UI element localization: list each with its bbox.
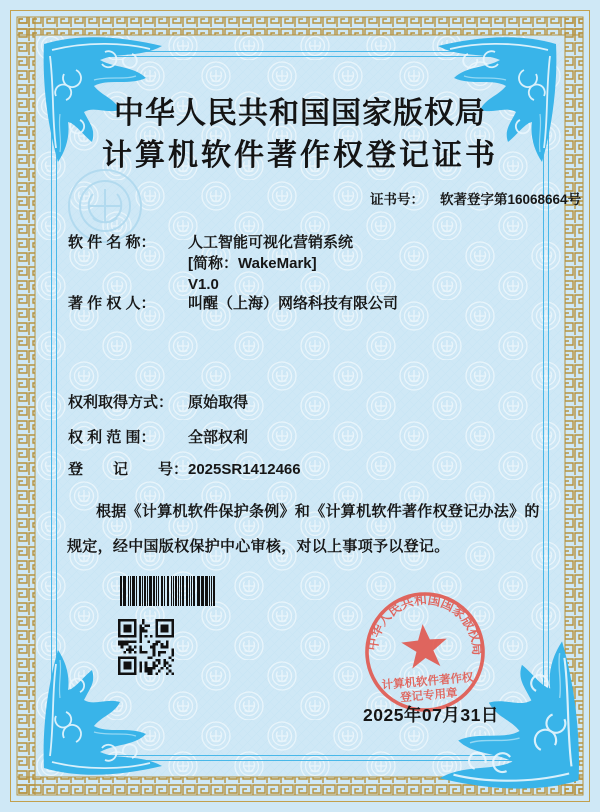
seal-line-1: 计算机软件著作权: [381, 671, 474, 692]
software-name-label: 软 件 名 称：: [68, 234, 156, 251]
scope-value: 全部权利: [188, 429, 249, 446]
registration-number-label: 登 记 号：: [68, 461, 189, 478]
statement-line-2: 规定，经中国版权保护中心审核，对以上事项予以登记。: [67, 538, 450, 555]
scope-label: 权 利 范 围：: [68, 429, 156, 446]
seal-ring-text: 中华人民共和国国家版权局: [364, 591, 486, 657]
certificate-number-row: [370, 192, 581, 208]
certificate-title: 计算机软件著作权登记证书: [102, 139, 498, 172]
statement-line-1: 根据《计算机软件保护条例》和《计算机软件著作权登记办法》的: [96, 503, 540, 520]
qr-code-icon: [117, 619, 175, 675]
holder-value: 叫醒（上海）网络科技有限公司: [188, 295, 399, 312]
barcode-icon: [120, 576, 216, 606]
certificate-number-value: 软著登字第16068664号: [440, 192, 582, 207]
acquisition-label: 权利取得方式：: [68, 394, 174, 411]
software-name-value: 人工智能可视化营销系统: [188, 234, 354, 251]
red-star-icon: [400, 622, 449, 669]
software-short-name: [简称：WakeMark]: [188, 255, 317, 272]
authority-title: 中华人民共和国国家版权局: [114, 97, 486, 130]
certificate-number-label: 证书号：: [370, 192, 424, 207]
acquisition-value: 原始取得: [188, 394, 249, 411]
holder-label: 著 作 权 人：: [68, 295, 156, 312]
seal-line-2: 登记专用章: [399, 687, 458, 705]
registration-number-value: 2025SR1412466: [188, 461, 301, 478]
issue-date: 2025年07月31日: [363, 705, 499, 725]
software-version: V1.0: [188, 276, 219, 293]
